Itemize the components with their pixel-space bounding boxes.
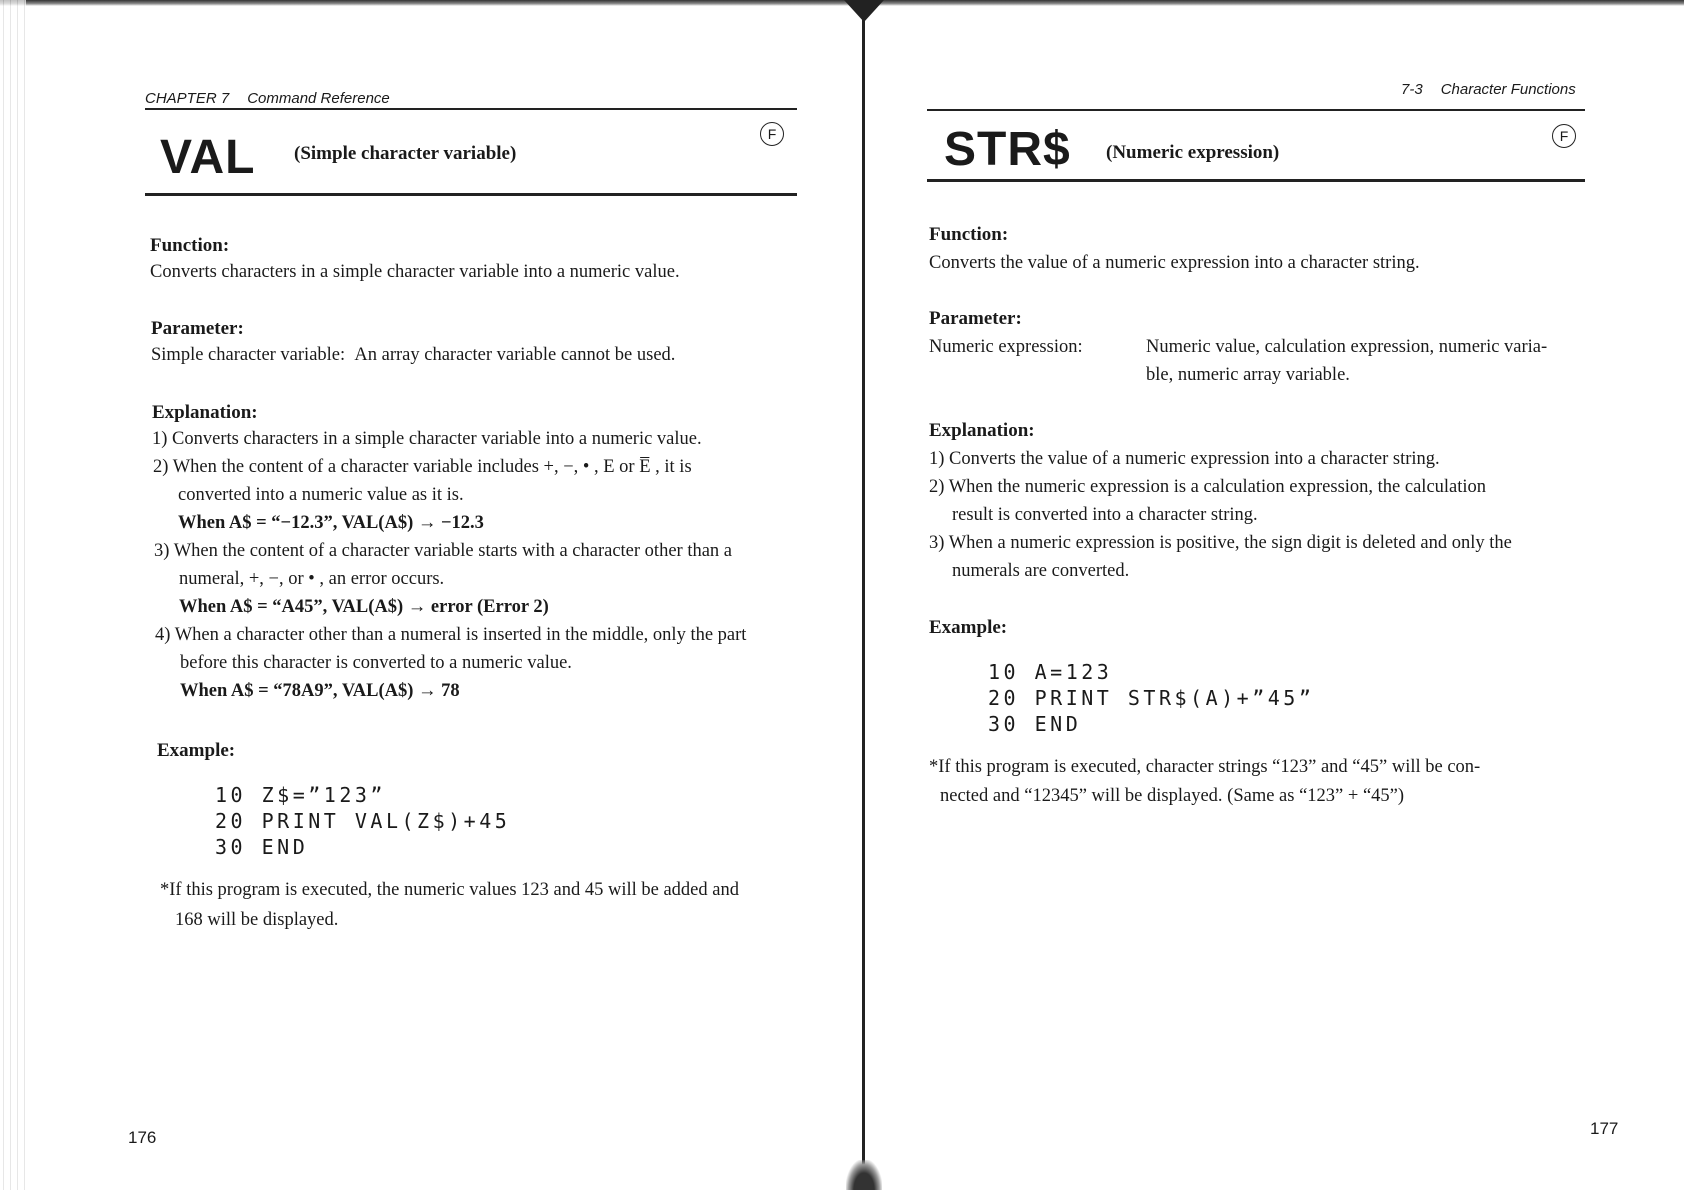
chapter-label: CHAPTER 7 — [145, 90, 230, 107]
command-name: STR$ — [944, 123, 1071, 176]
code-line-2: 20 PRINT STR$(A)+”45” — [988, 686, 1315, 710]
function-heading: Function: — [929, 224, 1009, 245]
explanation-item-3: 3) When the content of a character variable starts with a character other than a — [154, 541, 733, 561]
command-argument: (Simple character variable) — [294, 143, 517, 164]
explanation-item-4-example: When A$ = “78A9”, VAL(A$) → 78 — [180, 681, 460, 701]
parameter-row — [151, 345, 675, 366]
function-badge-icon: F — [1552, 124, 1576, 148]
explanation-item-3-example: When A$ = “A45”, VAL(A$) → error (Error 2) — [179, 597, 549, 617]
header-rule-top — [145, 108, 797, 110]
explanation-item-2-example: When A$ = “−12.3”, VAL(A$) → −12.3 — [178, 513, 484, 533]
explanation-item-4: 4) When a character other than a numeral is inserted in the middle, only the part — [155, 625, 747, 645]
parameter-desc: An array character variable cannot be used. — [354, 345, 676, 365]
explanation-item-2-cont: result is converted into a character string. — [952, 505, 1258, 525]
example-note-cont: 168 will be displayed. — [175, 910, 339, 930]
explanation-item-2-cont: converted into a numeric value as it is. — [178, 485, 464, 505]
parameter-heading: Parameter: — [929, 308, 1022, 329]
parameter-heading: Parameter: — [151, 318, 244, 339]
section-number: 7-3 — [1401, 81, 1423, 98]
explanation-item-1: 1) Converts characters in a simple character variable into a numeric value. — [152, 429, 702, 449]
parameter-desc: Numeric value, calculation expression, numeric varia- — [1146, 337, 1548, 357]
running-head — [145, 90, 390, 107]
book-spine — [862, 0, 865, 1190]
page-number: 177 — [1590, 1119, 1619, 1138]
function-badge-icon: F — [760, 122, 784, 146]
explanation-item-2: 2) When the content of a character variable includes +, −, • , E or E̅ , it is — [153, 457, 692, 477]
code-line-3: 30 END — [215, 835, 309, 859]
explanation-item-1: 1) Converts the value of a numeric expression into a character string. — [929, 449, 1440, 469]
command-name: VAL — [160, 131, 256, 184]
example-note: *If this program is executed, the numeric values 123 and 45 will be added and — [160, 880, 739, 900]
command-argument: (Numeric expression) — [1106, 142, 1280, 163]
example-note: *If this program is executed, character strings “123” and “45” will be con- — [929, 757, 1481, 777]
page-number: 176 — [128, 1128, 157, 1147]
running-head — [1401, 81, 1576, 98]
example-heading: Example: — [157, 740, 236, 761]
function-text: Converts the value of a numeric expression into a character string. — [929, 253, 1420, 273]
right-page — [866, 0, 1684, 1190]
example-note-cont: nected and “12345” will be displayed. (Same as “123” + “45”) — [940, 786, 1405, 806]
chapter-title: Command Reference — [247, 90, 390, 107]
code-line-1: 10 A=123 — [988, 660, 1113, 684]
explanation-item-2: 2) When the numeric expression is a calculation expression, the calculation — [929, 477, 1487, 497]
explanation-item-4-cont: before this character is converted to a numeric value. — [180, 653, 572, 673]
explanation-item-3-cont: numerals are converted. — [952, 561, 1130, 581]
parameter-desc-cont: ble, numeric array variable. — [1146, 365, 1350, 385]
function-text: Converts characters in a simple character variable into a numeric value. — [150, 262, 680, 282]
example-heading: Example: — [929, 617, 1008, 638]
explanation-item-3-cont: numeral, +, −, or • , an error occurs. — [179, 569, 445, 589]
parameter-name: Simple character variable: — [151, 345, 346, 365]
section-title: Character Functions — [1440, 81, 1576, 98]
explanation-item-3: 3) When a numeric expression is positive, the sign digit is deleted and only the — [929, 533, 1512, 553]
header-rule-top — [927, 109, 1585, 111]
code-line-2: 20 PRINT VAL(Z$)+45 — [215, 809, 511, 833]
header-rule-bottom — [927, 179, 1585, 182]
parameter-name: Numeric expression: — [929, 337, 1083, 357]
header-rule-bottom — [145, 193, 797, 196]
explanation-heading: Explanation: — [152, 402, 258, 423]
function-heading: Function: — [150, 235, 230, 256]
code-line-3: 30 END — [988, 712, 1082, 736]
explanation-heading: Explanation: — [929, 420, 1035, 441]
code-line-1: 10 Z$=”123” — [215, 783, 386, 807]
